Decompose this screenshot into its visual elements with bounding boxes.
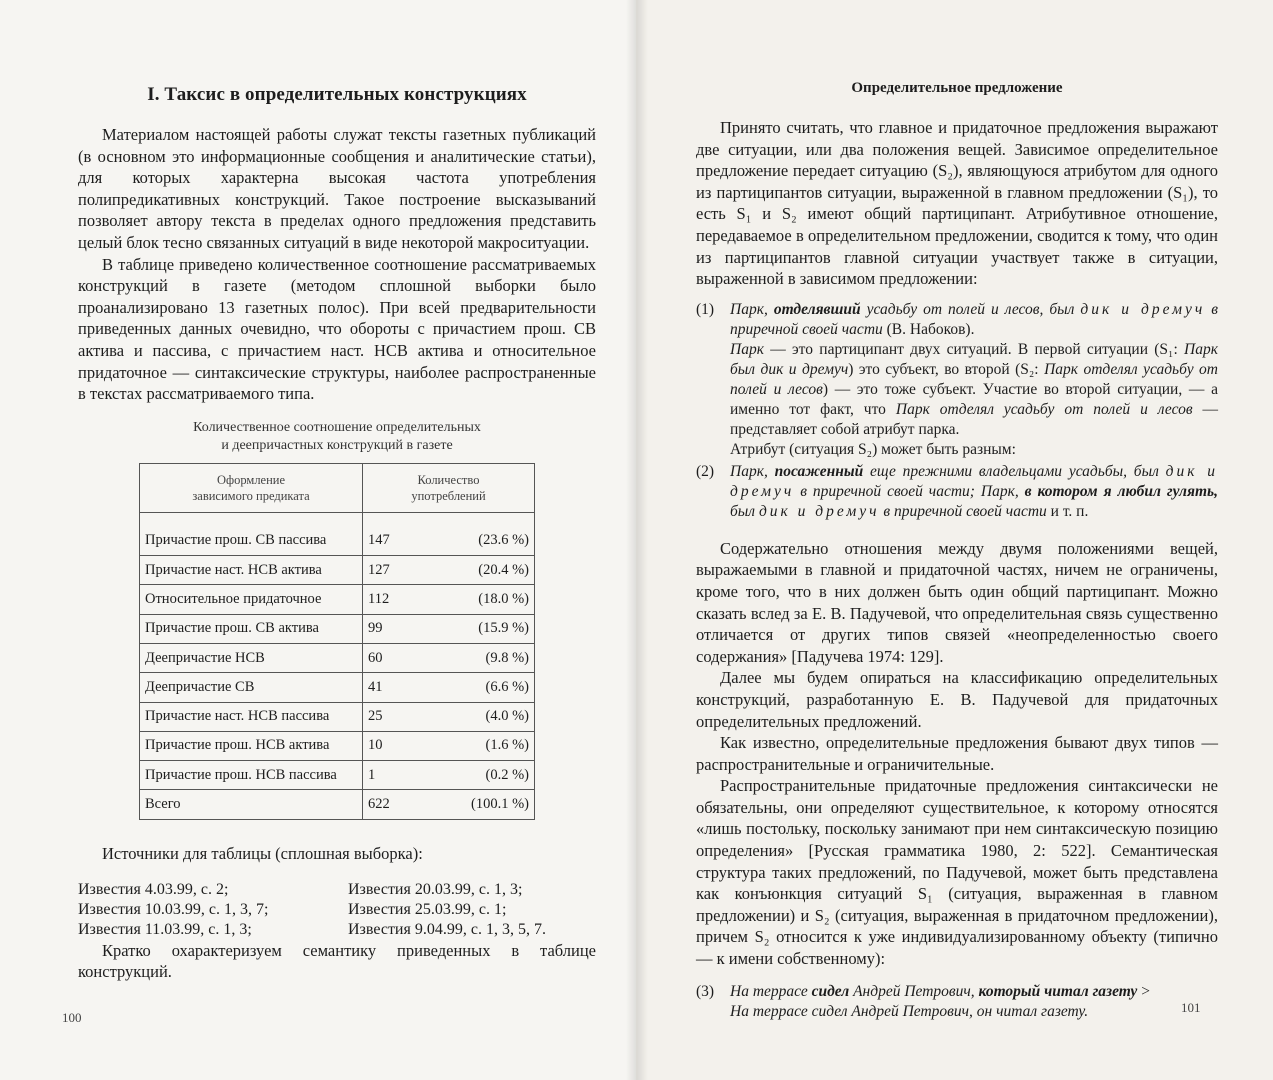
book-gutter	[626, 0, 648, 1080]
source-item: Известия 4.03.99, с. 2;	[78, 880, 229, 898]
example-1: (1) Парк, отделявший усадьбу от полей и лесов, был дик и дремуч в приречной своей части (В. Набоков). Парк — это партиципант двух ситуаций. В первой ситуации (S₁: Парк был дик и дремуч) это субъект, во второй (S₂: Парк отделял усадьбу от полей и лесов) — это тоже субъект. Участие во второй ситуации, — а именно тот факт, что Парк отделял усадьбу от полей и лесов — представляет собой атрибут парка. Атрибут (ситуация S₂) может быть разным:	[696, 300, 1219, 458]
table-row: Причастие наст. НСВ актива 127 (20.4 %)	[140, 556, 535, 585]
page-number: 101	[1181, 1000, 1201, 1015]
table-header-cell: Оформление зависимого предиката	[140, 463, 363, 512]
right-page	[636, 0, 1273, 1080]
left-page	[0, 0, 636, 1080]
paragraph: Содержательно отношения между двумя положениями вещей, выражаемыми в главной и придаточной частях, ничем не ограничены, кроме того, что в них должен быть один общий партиципант. Можно сказать вслед за Е. В. Падучевой, что определительная связь существенно отличается от других типов связей «неопределенностью своего содержания» [Падучева 1974: 129].	[696, 538, 1218, 666]
example-3: (3) На террасе сидел Андрей Петрович, который читал газету > На террасе сидел Андрей Петрович, он читал газету.	[696, 982, 1150, 1020]
table-header-row	[140, 463, 535, 512]
left-page-content	[78, 84, 596, 983]
paragraph: В таблице приведено количественное соотношение рассматриваемых конструкций в газете (методом сплошной выборки было проанализировано 13 газетных полос). При всей предварительности приведенных данных очевидно, что обороты с причастием прош. СВ актива и пассива, с причастием наст. НСВ актива и относительное придаточное — синтаксические структуры, наиболее распространенные в текстах рассматриваемого типа.	[78, 254, 596, 404]
sources-title: Источники для таблицы (сплошная выборка):	[102, 843, 423, 863]
example-2: (2) Парк, посаженный еще прежними владельцами усадьбы, был дик и дремуч в приречной своей части; Парк, в котором я любил гулять, был дик и дремуч в приречной своей части и т. п.	[696, 462, 1219, 520]
paragraph: Как известно, определительные предложения бывают двух типов — распространительные и ограничительные.	[696, 733, 1218, 774]
paragraph: Распространительные придаточные предложения синтаксически не обязательны, они определяют существительное, к которому относятся «лишь постольку, поскольку занимают при нем синтаксическую позицию определения» [Русская грамматика 1980, 2: 522]. Семантическая структура таких предложений, по Падучевой, может быть представлена как конъюнкция ситуаций S₁ (ситуация, выраженная в главном предложении) и S₂ (ситуация, выраженная в придаточном предложении), причем S₂ относится к уже индивидуализированному объекту (типично — к имени собственному):	[696, 776, 1218, 969]
table-spacer-row	[140, 512, 535, 527]
table-row: Причастие прош. СВ актива 99 (15.9 %)	[140, 614, 535, 643]
page-title: Определительное предложение	[851, 80, 1063, 96]
source-item: Известия 20.03.99, с. 1, 3;	[348, 880, 523, 898]
sources-list	[78, 880, 596, 940]
table-row: Относительное придаточное 112 (18.0 %)	[140, 585, 535, 614]
table-row: Причастие наст. НСВ пассива 25 (4.0 %)	[140, 702, 535, 731]
paragraph: Далее мы будем опираться на классификацию определительных конструкций, разработанную Е. В. Падучевой для придаточных определительных предложений.	[696, 668, 1218, 731]
paragraph: Материалом настоящей работы служат тексты газетных публикаций (в основном это информационные сообщения и аналитические статьи), для которых характерна высокая частота употребления полипредикативных конструкций. Такое построение высказываний позволяет автору текста в пределах одного предложения представить целый блок тесно связанных ситуаций в виде некоторой макроситуации.	[78, 125, 596, 252]
page-title: I. Таксис в определительных конструкциях	[147, 84, 527, 105]
table-total-row: Всего 622 (100.1 %)	[140, 790, 535, 819]
right-page-content	[696, 80, 1218, 1022]
source-item: Известия 10.03.99, с. 1, 3, 7;	[78, 900, 269, 918]
source-item: Известия 11.03.99, с. 1, 3;	[78, 920, 252, 938]
table-row: Причастие прош. СВ пассива 147 (23.6 %)	[140, 527, 535, 556]
page-number: 100	[62, 1010, 82, 1025]
table-row: Причастие прош. НСВ пассива 1 (0.2 %)	[140, 761, 535, 790]
example-number: (1)	[696, 300, 715, 318]
table-header-cell: Количество употреблений	[363, 463, 535, 512]
example-number: (2)	[696, 462, 715, 480]
paragraph: Принято считать, что главное и придаточное предложения выражают две ситуации, или два положения вещей. Зависимое определительное предложение передает ситуацию (S₂), являющуюся атрибутом для одного из партиципантов ситуации, выраженной в главном предложении (S₁), то есть S₁ и S₂ имеют общий партиципант. Атрибутивное отношение, передаваемое в определительном предложении, сводится к тому, что один из партиципантов главной ситуации участвует также в ситуации, выраженной в зависимом предложении:	[696, 118, 1218, 289]
example-number: (3)	[696, 982, 715, 1000]
table-caption: Количественное соотношение определительных и деепричастных конструкций в газете	[193, 419, 481, 453]
table-row: Причастие прош. НСВ актива 10 (1.6 %)	[140, 731, 535, 760]
stats-table	[139, 463, 535, 820]
source-item: Известия 9.04.99, с. 1, 3, 5, 7.	[348, 920, 546, 938]
table-row: Деепричастие СВ 41 (6.6 %)	[140, 673, 535, 702]
table-row: Деепричастие НСВ 60 (9.8 %)	[140, 643, 535, 672]
source-item: Известия 25.03.99, с. 1;	[348, 900, 507, 918]
paragraph: Кратко охарактеризуем семантику приведенных в таблице конструкций.	[78, 940, 596, 982]
